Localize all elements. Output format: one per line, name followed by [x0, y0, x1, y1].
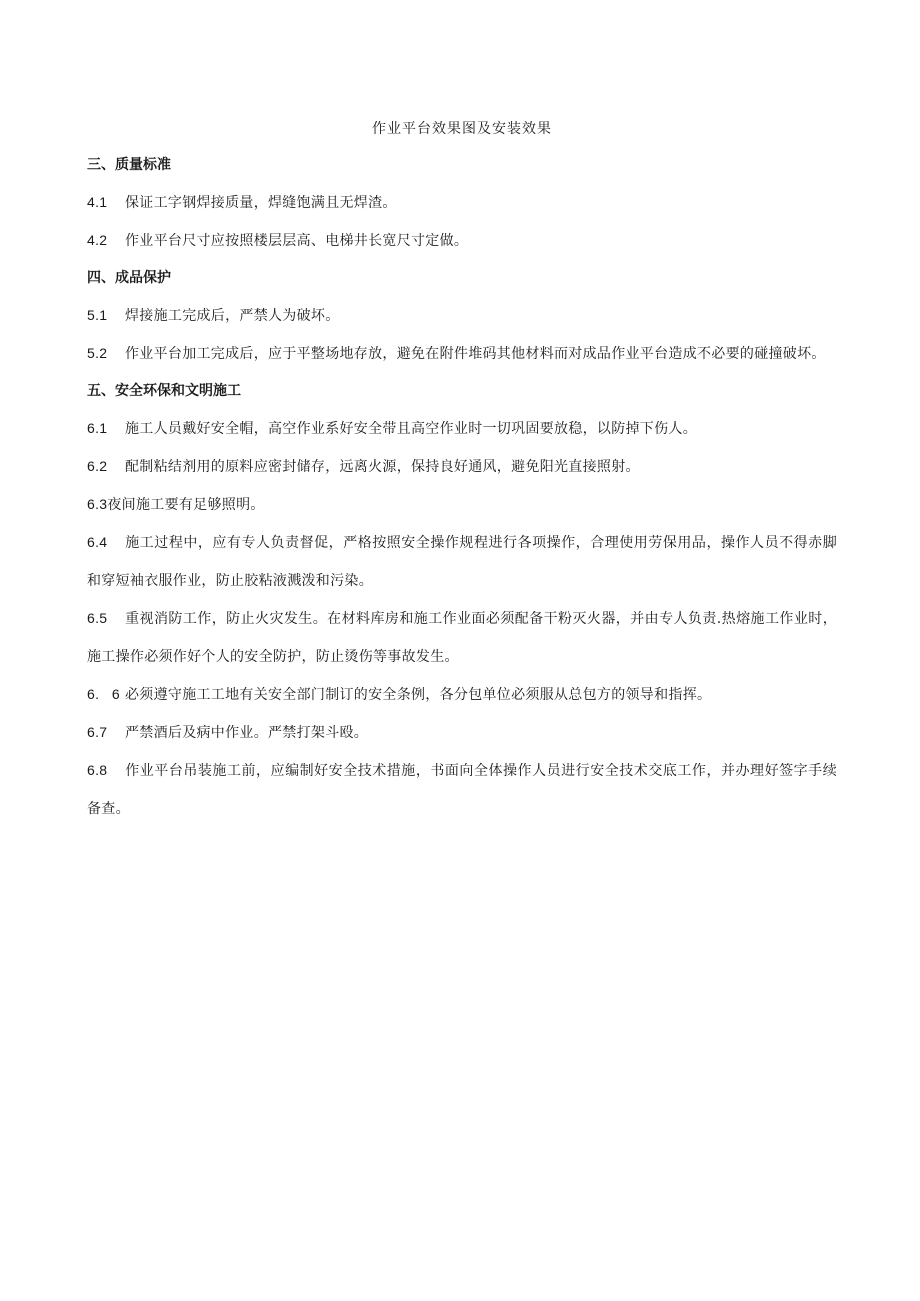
item-number: 6.7 [87, 724, 108, 740]
list-item [87, 523, 837, 600]
item-number: 4.1 [87, 194, 108, 210]
list-item [87, 599, 837, 676]
item-text: 必须遵守施工工地有关安全部门制订的安全条例，各分包单位必须服从总包方的领导和指挥。 [125, 687, 712, 703]
list-item [87, 447, 837, 486]
list-item [87, 296, 837, 335]
item-text: 配制粘结剂用的原料应密封储存，远离火源，保持良好通风，避免阳光直接照射。 [125, 459, 640, 475]
item-text: 重视消防工作，防止火灾发生。在材料库房和施工作业面必须配备干粉灭火器，并由专人负责.热熔施工作业时，施工操作必须作好个人的安全防护，防止烫伤等事故发生。 [87, 611, 837, 665]
figure-caption: 作业平台效果图及安装效果 [372, 121, 552, 137]
item-text: 施工人员戴好安全帽，高空作业系好安全带且高空作业时一切巩固要放稳，以防掉下伤人。 [125, 421, 697, 437]
list-item [87, 751, 837, 828]
section-heading-quality: 三、质量标准 [87, 157, 171, 173]
list-item [87, 409, 837, 448]
item-number: 4.2 [87, 232, 108, 248]
item-number: 5.1 [87, 307, 108, 323]
item-number: 6.1 [87, 420, 108, 436]
item-number: 6.2 [87, 458, 108, 474]
list-item [87, 713, 837, 752]
item-number: 5.2 [87, 345, 108, 361]
item-text: 施工过程中，应有专人负责督促，严格按照安全操作规程进行各项操作，合理使用劳保用品，操作人员不得赤脚和穿短袖衣服作业，防止胶粘液溅泼和污染。 [87, 535, 837, 589]
item-text: 作业平台加工完成后，应于平整场地存放，避免在附件堆码其他材料而对成品作业平台造成不必要的碰撞破坏。 [125, 346, 826, 362]
item-text: 夜间施工要有足够照明。 [107, 497, 265, 513]
list-item [87, 334, 837, 373]
list-item [87, 183, 837, 222]
document-page [87, 118, 837, 835]
item-text: 保证工字钢焊接质量，焊缝饱满且无焊渣。 [125, 195, 397, 211]
item-number: 6.3 [87, 496, 108, 512]
list-item [87, 675, 837, 714]
list-item [87, 221, 837, 260]
section-heading-safety: 五、安全环保和文明施工 [87, 383, 241, 399]
section-heading-protection: 四、成品保护 [87, 270, 171, 286]
item-text: 作业平台吊装施工前，应编制好安全技术措施，书面向全体操作人员进行安全技术交底工作，并办理好签字手续备查。 [87, 763, 837, 817]
item-number: 6.4 [87, 534, 108, 550]
list-item [87, 485, 837, 524]
item-text: 焊接施工完成后，严禁人为破坏。 [125, 308, 340, 324]
item-number: 6.5 [87, 610, 108, 626]
item-number: 6.8 [87, 762, 108, 778]
item-text: 作业平台尺寸应按照楼层层高、电梯井长宽尺寸定做。 [125, 233, 469, 249]
item-number: 6. 6 [87, 686, 120, 702]
item-text: 严禁酒后及病中作业。严禁打架斗殴。 [125, 725, 369, 741]
